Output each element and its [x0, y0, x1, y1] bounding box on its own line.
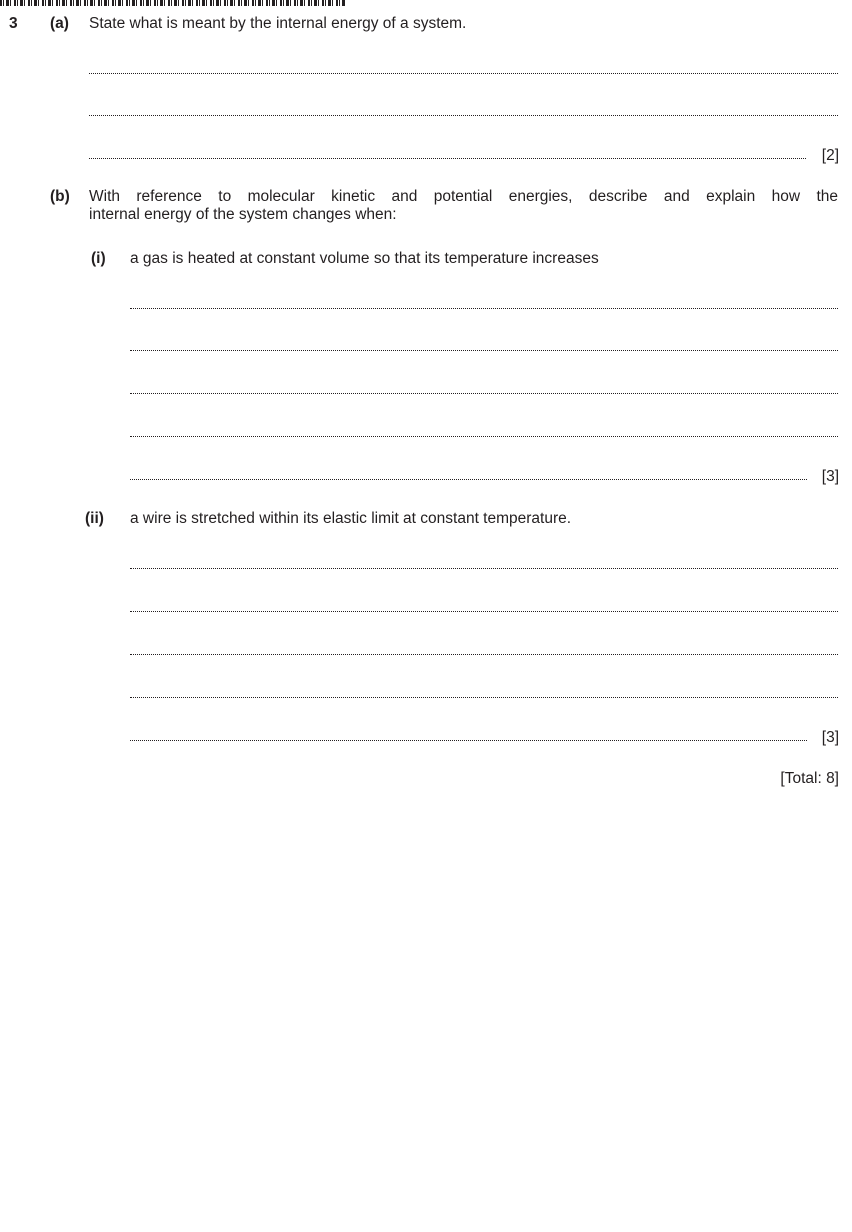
answer-line-b-ii-3[interactable]	[130, 654, 838, 655]
part-b-i-question-text: a gas is heated at constant volume so that its temperature increases	[130, 250, 599, 267]
answer-line-a3[interactable]	[89, 158, 806, 159]
part-b-ii-question-text: a wire is stretched within its elastic limit at constant temperature.	[130, 510, 572, 527]
answer-line-a2[interactable]	[89, 115, 838, 116]
answer-line-b-ii-2[interactable]	[130, 611, 838, 612]
barcode	[0, 0, 345, 6]
part-b-question-text-line1: With reference to molecular kinetic and potential energies, describe and explain how the	[89, 188, 838, 205]
answer-line-b-i-5[interactable]	[130, 479, 807, 480]
answer-line-b-i-1[interactable]	[130, 308, 838, 309]
answer-line-b-i-4[interactable]	[130, 436, 838, 437]
answer-line-b-i-2[interactable]	[130, 350, 838, 351]
part-a-question-text: State what is meant by the internal energy of a system.	[89, 15, 467, 32]
answer-line-b-ii-5[interactable]	[130, 740, 807, 741]
part-b-i-marks: [3]	[821, 468, 839, 485]
part-b-label: (b)	[50, 188, 70, 205]
part-b-i-label: (i)	[91, 250, 106, 267]
part-a-marks: [2]	[821, 147, 839, 164]
answer-line-b-ii-1[interactable]	[130, 568, 838, 569]
part-b-ii-marks: [3]	[821, 729, 839, 746]
part-b-question-text-line2: internal energy of the system changes when:	[89, 206, 397, 223]
question-number: 3	[9, 15, 18, 32]
part-a-label: (a)	[50, 15, 69, 32]
part-b-ii-label: (ii)	[85, 510, 104, 527]
total-marks: [Total: 8]	[780, 770, 839, 787]
answer-line-b-i-3[interactable]	[130, 393, 838, 394]
answer-line-b-ii-4[interactable]	[130, 697, 838, 698]
answer-line-a1[interactable]	[89, 73, 838, 74]
